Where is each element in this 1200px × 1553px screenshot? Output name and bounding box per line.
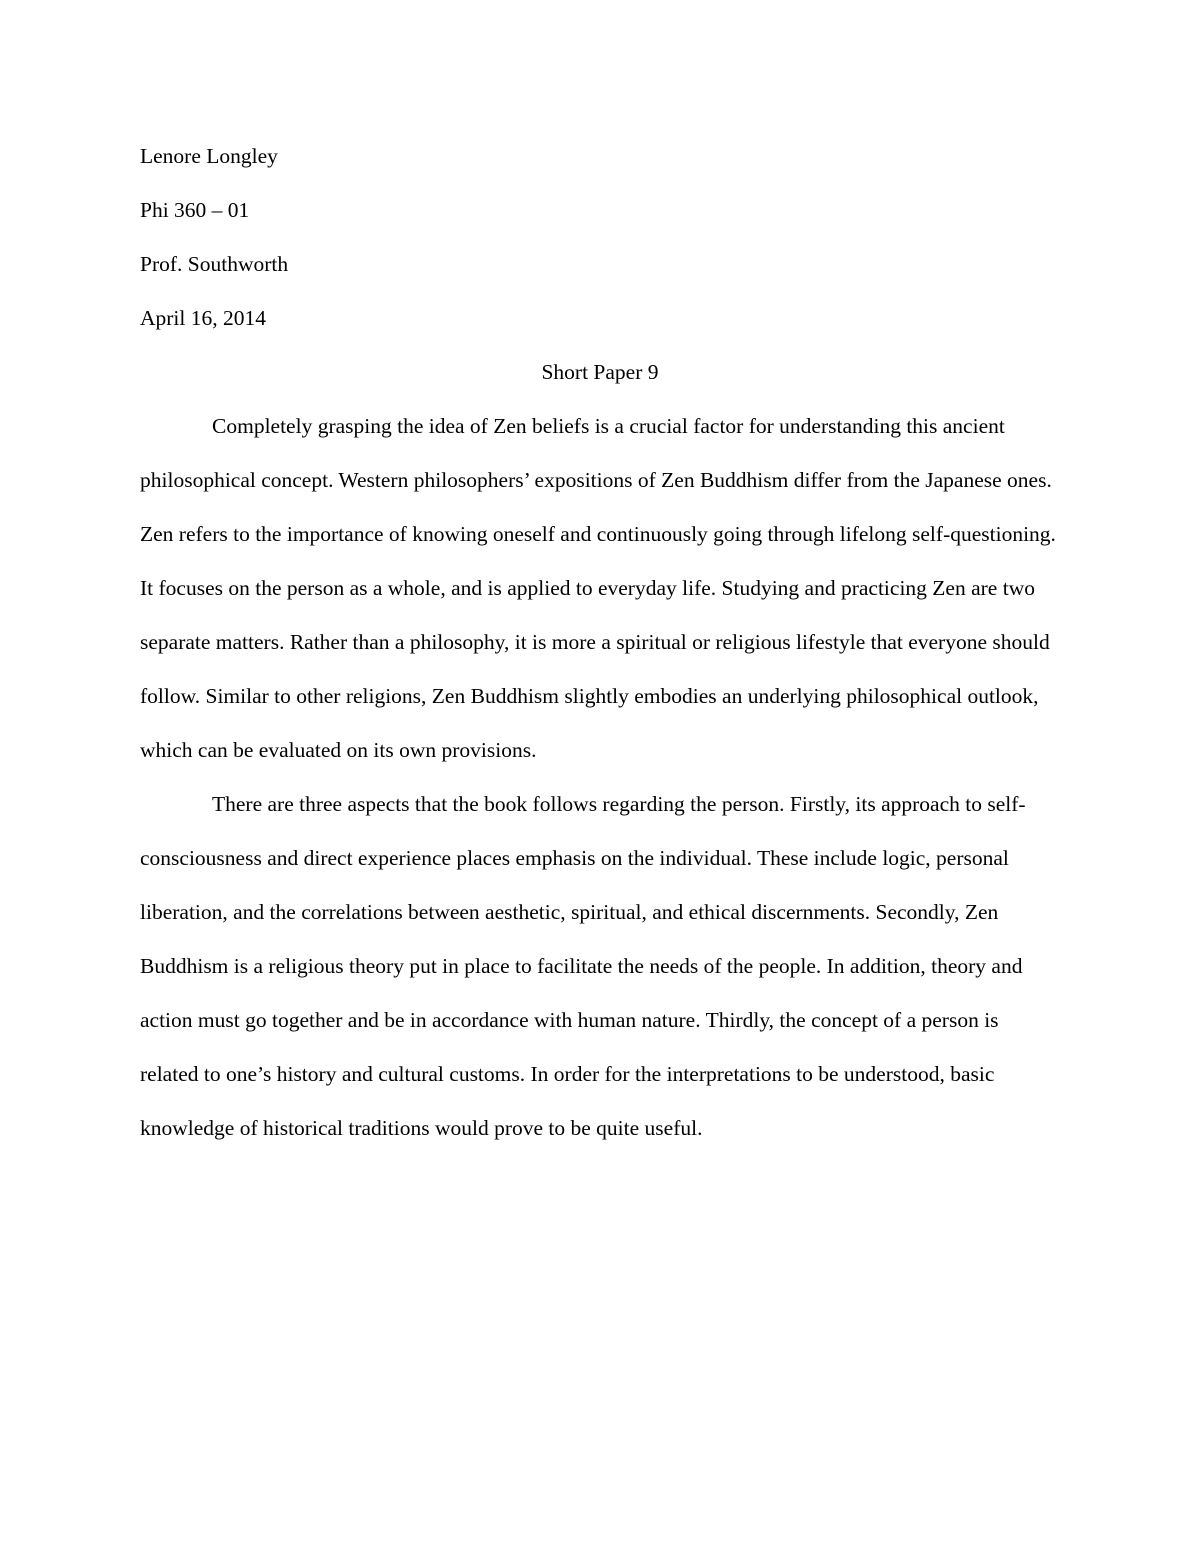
paper-title: Short Paper 9 xyxy=(541,360,659,384)
course-number: Phi 360 – 01 xyxy=(140,198,250,222)
document-body xyxy=(140,129,1060,1155)
author-name: Lenore Longley xyxy=(140,144,278,168)
paragraph-2: There are three aspects that the book follows regarding the person. Firstly, its approach to self-consciousness and direct experience places emphasis on the individual. These include logic, personal liberation, and the correlations between aesthetic, spiritual, and ethical discernments. Secondly, Zen Buddhism is a religious theory put in place to facilitate the needs of the people. In addition, theory and action must go together and be in accordance with human nature. Thirdly, the concept of a person is related to one’s history and cultural customs. In order for the interpretations to be understood, basic knowledge of historical traditions would prove to be quite useful. xyxy=(140,792,1026,1140)
paper-date: April 16, 2014 xyxy=(140,306,267,330)
paragraph-1: Completely grasping the idea of Zen beliefs is a crucial factor for understanding this ancient philosophical concept. Western philosophers’ expositions of Zen Buddhism differ from the Japanese ones. Zen refers to the importance of knowing oneself and continuously going through lifelong self-questioning. It focuses on the person as a whole, and is applied to everyday life. Studying and practicing Zen are two separate matters. Rather than a philosophy, it is more a spiritual or religious lifestyle that everyone should follow. Similar to other religions, Zen Buddhism slightly embodies an underlying philosophical outlook, which can be evaluated on its own provisions. xyxy=(140,414,1056,762)
professor-name: Prof. Southworth xyxy=(140,252,289,276)
